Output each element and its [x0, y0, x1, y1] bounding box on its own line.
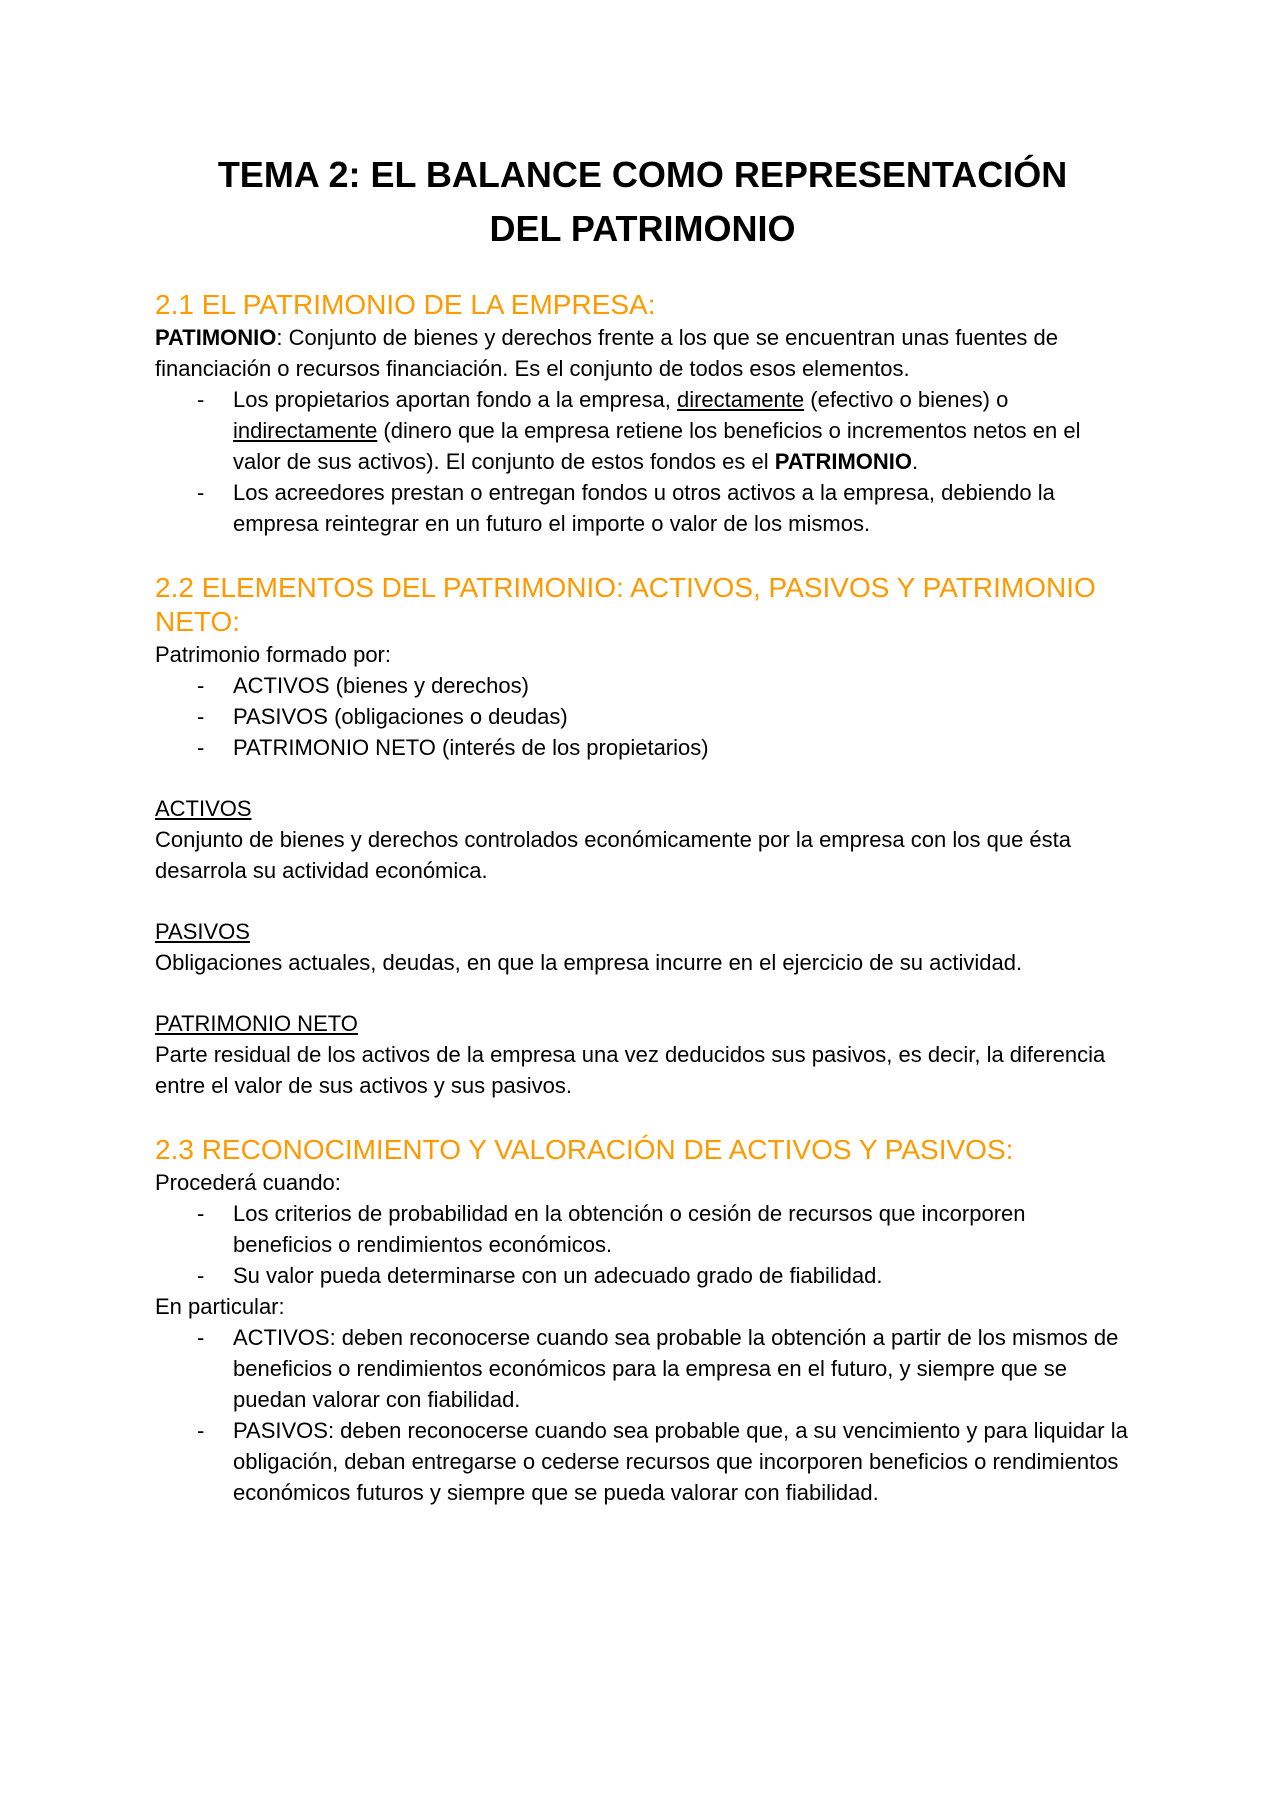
list-item: - Los criterios de probabilidad en la obtención o cesión de recursos que incorporen beneficios o rendimientos económicos.	[155, 1198, 1130, 1260]
section-3-intro-2: En particular:	[155, 1294, 285, 1319]
list-item: - PATRIMONIO NETO (interés de los propietarios)	[155, 732, 1130, 763]
document-page	[155, 148, 1130, 1508]
title-line-2: DEL PATRIMONIO	[489, 208, 796, 249]
section-3-intro: Procederá cuando:	[155, 1170, 341, 1195]
section-3-heading: 2.3 RECONOCIMIENTO Y VALORACIÓN DE ACTIVOS Y PASIVOS:	[155, 1134, 1014, 1165]
list-item	[155, 384, 1130, 477]
list-item: - PASIVOS (obligaciones o deudas)	[155, 701, 1130, 732]
section-3-list	[155, 1198, 1130, 1291]
pasivos-heading: PASIVOS	[155, 919, 250, 944]
activos-heading: ACTIVOS	[155, 796, 252, 821]
section-1-definition	[155, 322, 1130, 384]
patrimonio-neto-heading: PATRIMONIO NETO	[155, 1011, 358, 1036]
pasivos-text: Obligaciones actuales, deudas, en que la empresa incurre en el ejercicio de su actividad.	[155, 950, 1023, 975]
activos-text: Conjunto de bienes y derechos controlados económicamente por la empresa con los que ésta desarrola su actividad económica.	[155, 827, 1071, 883]
list-item: - ACTIVOS: deben reconocerse cuando sea probable la obtención a partir de los mismos de beneficios o rendimientos económicos para la empresa en el futuro, y siempre que se puedan valorar con fiabilidad.	[155, 1322, 1130, 1415]
section-2-intro: Patrimonio formado por:	[155, 642, 391, 667]
item-text: (dinero que la empresa retiene los beneficios o incrementos netos en el valor de sus activos). El conjunto de estos fondos es el	[233, 418, 1081, 474]
list-item: - ACTIVOS (bienes y derechos)	[155, 670, 1130, 701]
list-item: - PASIVOS: deben reconocerse cuando sea probable que, a su vencimiento y para liquidar la obligación, deban entregarse o cederse recursos que incorporen beneficios o rendimientos económicos futuros y siempre que se pueda valorar con fiabilidad.	[155, 1415, 1130, 1508]
underlined-term: indirectamente	[233, 418, 378, 443]
document-title	[155, 148, 1130, 256]
section-1-heading: 2.1 EL PATRIMONIO DE LA EMPRESA:	[155, 289, 656, 320]
section-2-heading: 2.2 ELEMENTOS DEL PATRIMONIO: ACTIVOS, PASIVOS Y PATRIMONIO NETO:	[155, 572, 1096, 637]
item-text: Los propietarios aportan fondo a la empresa,	[233, 387, 677, 412]
underlined-term: directamente	[676, 387, 805, 412]
definition-term: PATIMONIO	[155, 325, 277, 350]
section-2-list	[155, 670, 1130, 763]
list-item: - Su valor pueda determinarse con un adecuado grado de fiabilidad.	[155, 1260, 1130, 1291]
section-3-list-2	[155, 1322, 1130, 1508]
section-1-list	[155, 384, 1130, 539]
title-line-1: TEMA 2: EL BALANCE COMO REPRESENTACIÓN	[217, 154, 1068, 195]
patrimonio-neto-text: Parte residual de los activos de la empresa una vez deducidos sus pasivos, es decir, la diferencia entre el valor de sus activos y sus pasivos.	[155, 1042, 1106, 1098]
definition-text: : Conjunto de bienes y derechos frente a los que se encuentran unas fuentes de financiación o recursos financiación. Es el conjunto de todos esos elementos.	[155, 325, 1058, 381]
bold-term: PATRIMONIO	[774, 449, 913, 474]
item-text: (efectivo o bienes) o	[804, 387, 1009, 412]
item-text: .	[912, 449, 919, 474]
list-item: - Los acreedores prestan o entregan fondos u otros activos a la empresa, debiendo la empresa reintegrar en un futuro el importe o valor de los mismos.	[155, 477, 1130, 539]
